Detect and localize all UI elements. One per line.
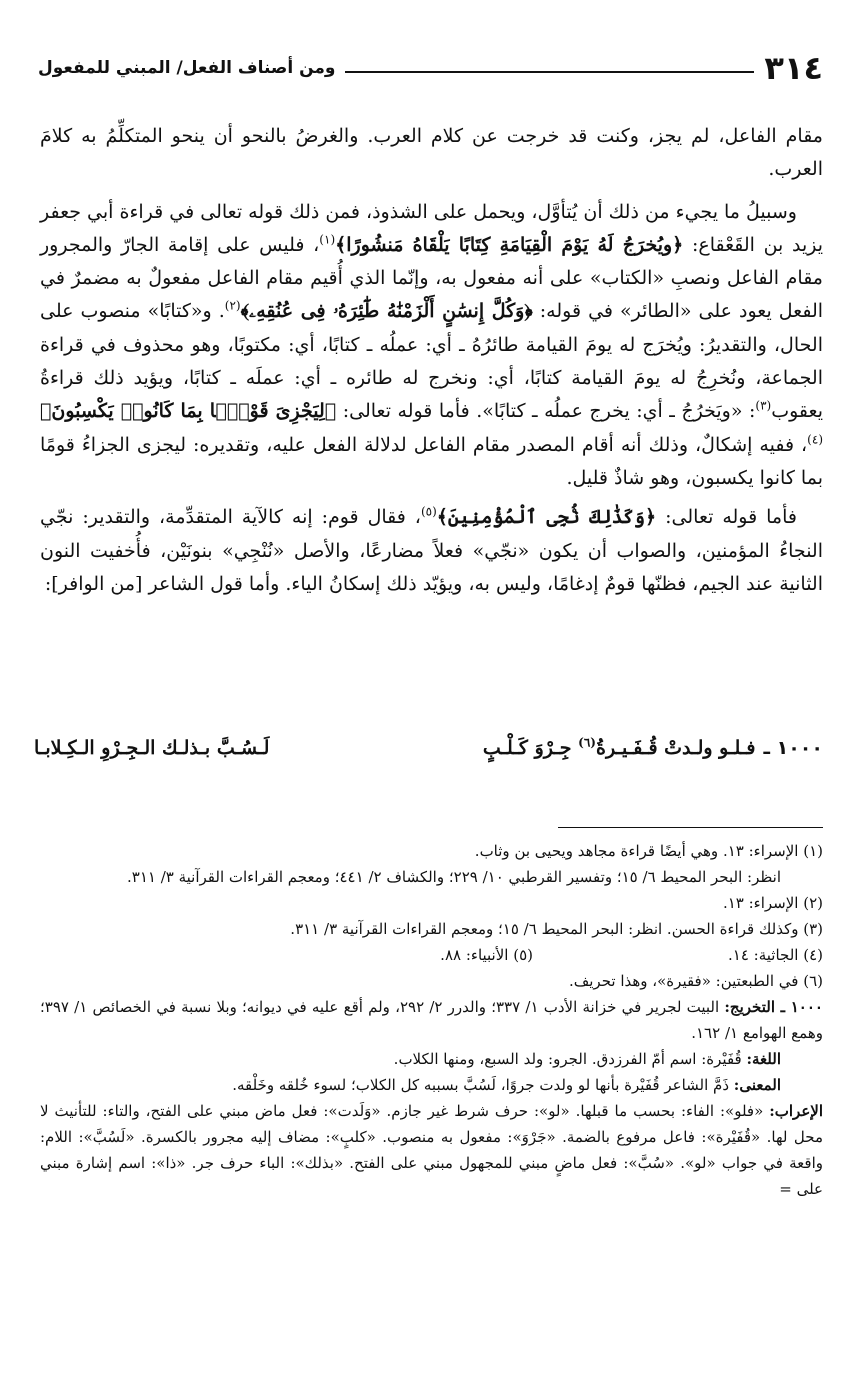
verse-hemistich-1	[269, 728, 755, 768]
verse-hemistich-2: لَـسُـبَّ بـذلـك الـجِـرْوِ الـكِـلابـا	[34, 737, 270, 759]
footnote-ref: (٢)	[224, 299, 241, 314]
footnote-ref: (٤)	[807, 432, 823, 447]
header-rule	[345, 71, 754, 73]
lugha-label: اللغة:	[746, 1050, 781, 1068]
footnote-ref: (٣)	[755, 399, 772, 414]
footnote-2: (٢) الإسراء: ١٣.	[722, 894, 823, 912]
text-run: . و«كتابًا» منصوب على الحال، والتقديرُ: ويُخرَج له يومَ القيامة طائرُهُ ـ أي: عملُه ـ كتابًا، أي: مكتوبًا، وهو محذوف في قراءة الجماعة، ونُخرِجُ له يومَ القيامة كتابًا، أي: ونخرج له طائره ـ أي: عملَه ـ كتابًا، ويؤيد ذلك قراءةُ يعقوب	[40, 300, 823, 423]
maana-text: ذَمَّ الشاعر قُفَيْرة بأنها لو ولدت جروًا، لَسُبَّ بسببه كل الكلاب؛ لسوء خُلقه وخَلْقه.	[232, 1076, 734, 1094]
irab-note	[40, 1098, 823, 1202]
text-run: ، ففيه إشكالٌ، وذلك أنه أقام المصدر مقام الفاعل لدلالة الفعل عليه، وتقديره: ليجزى الجزاءُ قومًا بما كانوا يكسبون، وهو شاذٌ قليل.	[40, 433, 823, 489]
footnote-4: (٤) الجاثية: ١٤.	[727, 946, 823, 964]
paragraph-1: مقام الفاعل، لم يجز، وكنت قد خرجت عن كلام العرب. والغرضُ بالنحو أن ينحو المتكلِّمُ به كلامَ العرب.	[40, 125, 823, 181]
page-number: ٣١٤	[764, 49, 823, 87]
lugha-note	[40, 1046, 823, 1072]
main-text	[40, 120, 823, 607]
footnote-row-4-5	[40, 942, 823, 968]
maana-note	[40, 1072, 823, 1098]
text-run: جِـرْوَ كَـلْـبٍ	[482, 737, 579, 759]
quran-quote: ﴿لِيَجْزِىَ قَوْمًۢا بِمَا كَانُوا۟ يَكْسِبُونَ﴾	[40, 400, 337, 423]
takhrij-label: ١٠٠٠ ـ التخريج:	[724, 998, 823, 1016]
running-title: ومن أصناف الفعل/ المبني للمفعول	[38, 58, 336, 78]
quran-quote: ﴿ويُخرَجُ لَهُ يَوْمَ الْقِيَامَةِ كِتَابًا يَلْقَاهُ مَنشُورًا﴾	[335, 233, 684, 256]
irab-label: الإعراب:	[769, 1102, 823, 1120]
takhrij-note	[40, 994, 823, 1046]
maana-label: المعنى:	[733, 1076, 781, 1094]
footnote-1: (١) الإسراء: ١٣. وهي أيضًا قراءة مجاهد ويحيى بن وثاب.	[474, 842, 823, 860]
footnote-5: (٥) الأنبياء: ٨٨.	[440, 946, 533, 964]
footnote-ref: (٦)	[578, 735, 596, 750]
page-header	[38, 48, 823, 88]
footnote-separator	[558, 827, 823, 828]
quran-quote: ﴿وَكَذَٰلِكَ نُۨجِى ٱلْمُؤْمِنِينَ﴾	[436, 506, 657, 529]
footnote-ref: (١)	[319, 232, 336, 247]
paragraph-3	[40, 501, 823, 601]
footnote-3: (٣) وكذلك قراءة الحسن. انظر: البحر المحيط ٦/ ١٥؛ ومعجم القراءات القرآنية ٣/ ٣١١.	[290, 920, 823, 938]
footnote-ref: (٥)	[420, 504, 437, 519]
lugha-text: قُفَيْرة: اسم أمّ الفرزدق. الجرو: ولد السبع، ومنها الكلاب.	[393, 1050, 747, 1068]
footnote-6: (٦) في الطبعتين: «فقيرة»، وهذا تحريف.	[568, 972, 823, 990]
verse-number: ١٠٠٠ ـ	[763, 737, 823, 759]
text-run: : «ويَخرُجُ ـ أي: يخرج عملُه ـ كتابًا». فأما قوله تعالى:	[336, 400, 756, 423]
text-run: ، فليس على إقامة الجارّ والمجرور مقام الفاعل ونصبِ «الكتاب» على أنه مفعول به، وإنّما الذي أُقيم مقام الفاعل مفعولٌ به مضمرٌ في الفعل يعود على «الطائر» في قوله:	[40, 233, 824, 323]
text-run: ، فقال قوم: إنه كالآية المتقدِّمة، والتقدير: نجّي النجاءُ المؤمنين، والصواب أن يكون «نجّي» فعلاً مضارعًا، والأصل «نُنْجِي» بنونَيْن، فأُخفيت النون الثانية عند الجيم، فظنّها قومٌ إدغامًا، وليس به، ويؤيّد ذلك إسكانُ الياء. وأما قول الشاعر [من الوافر]:	[40, 506, 823, 595]
footnote-1-continued: انظر: البحر المحيط ٦/ ١٥؛ وتفسير القرطبي ١٠/ ٢٢٩؛ والكشاف ٢/ ٤٤١؛ ومعجم القراءات القرآنية ٣/ ٣١١.	[127, 868, 781, 886]
paragraph-2	[40, 196, 823, 496]
takhrij-text: البيت لجرير في خزانة الأدب ١/ ٣٣٧؛ والدرر ٢/ ٢٩٢، ولم أقع عليه في ديوانه؛ وبلا نسبة في الخصائص ١/ ٣٩٧؛ وهمع الهوامع ١/ ١٦٢.	[40, 998, 823, 1042]
footnotes	[40, 838, 823, 1202]
poetry-verse	[34, 728, 823, 768]
text-run: وسبيلُ ما يجيء من ذلك أن يُتأوَّل، ويحمل على الشذوذ، فمن ذلك قوله تعالى في قراءة أبي جعفر يزيد بن القَعْقاع:	[40, 200, 824, 256]
irab-text: «فلو»: الفاء: بحسب ما قبلها. «لو»: حرف شرط غير جازم. «وَلَدت»: فعل ماض مبني على الفتح، والتاء: للتأنيث لا محل لها. «قُفَيْرة»: فاعل مرفوع بالضمة. «جَرْوَ»: مفعول به منصوب. «كلبٍ»: مضاف إليه مجرور بالكسرة. «لَسُبَّ»: اللام: واقعة في جواب «لو». «سُبَّ»: فعل ماضٍ مبني للمجهول مبني على الفتح. «بذلك»: الباء حرف جر. «ذا»: اسم إشارة مبني على =	[40, 1102, 823, 1198]
text-run: فأما قوله تعالى:	[656, 506, 797, 529]
quran-quote: ﴿وَكُلَّ إِنسَٰنٍ أَلْزَمْنَٰهُ طَٰٓئِرَهُۥ فِى عُنُقِهِۦ﴾	[240, 300, 533, 323]
text-run: فـلـو ولـدتْ قُـفَـيـرةُ	[595, 737, 756, 759]
